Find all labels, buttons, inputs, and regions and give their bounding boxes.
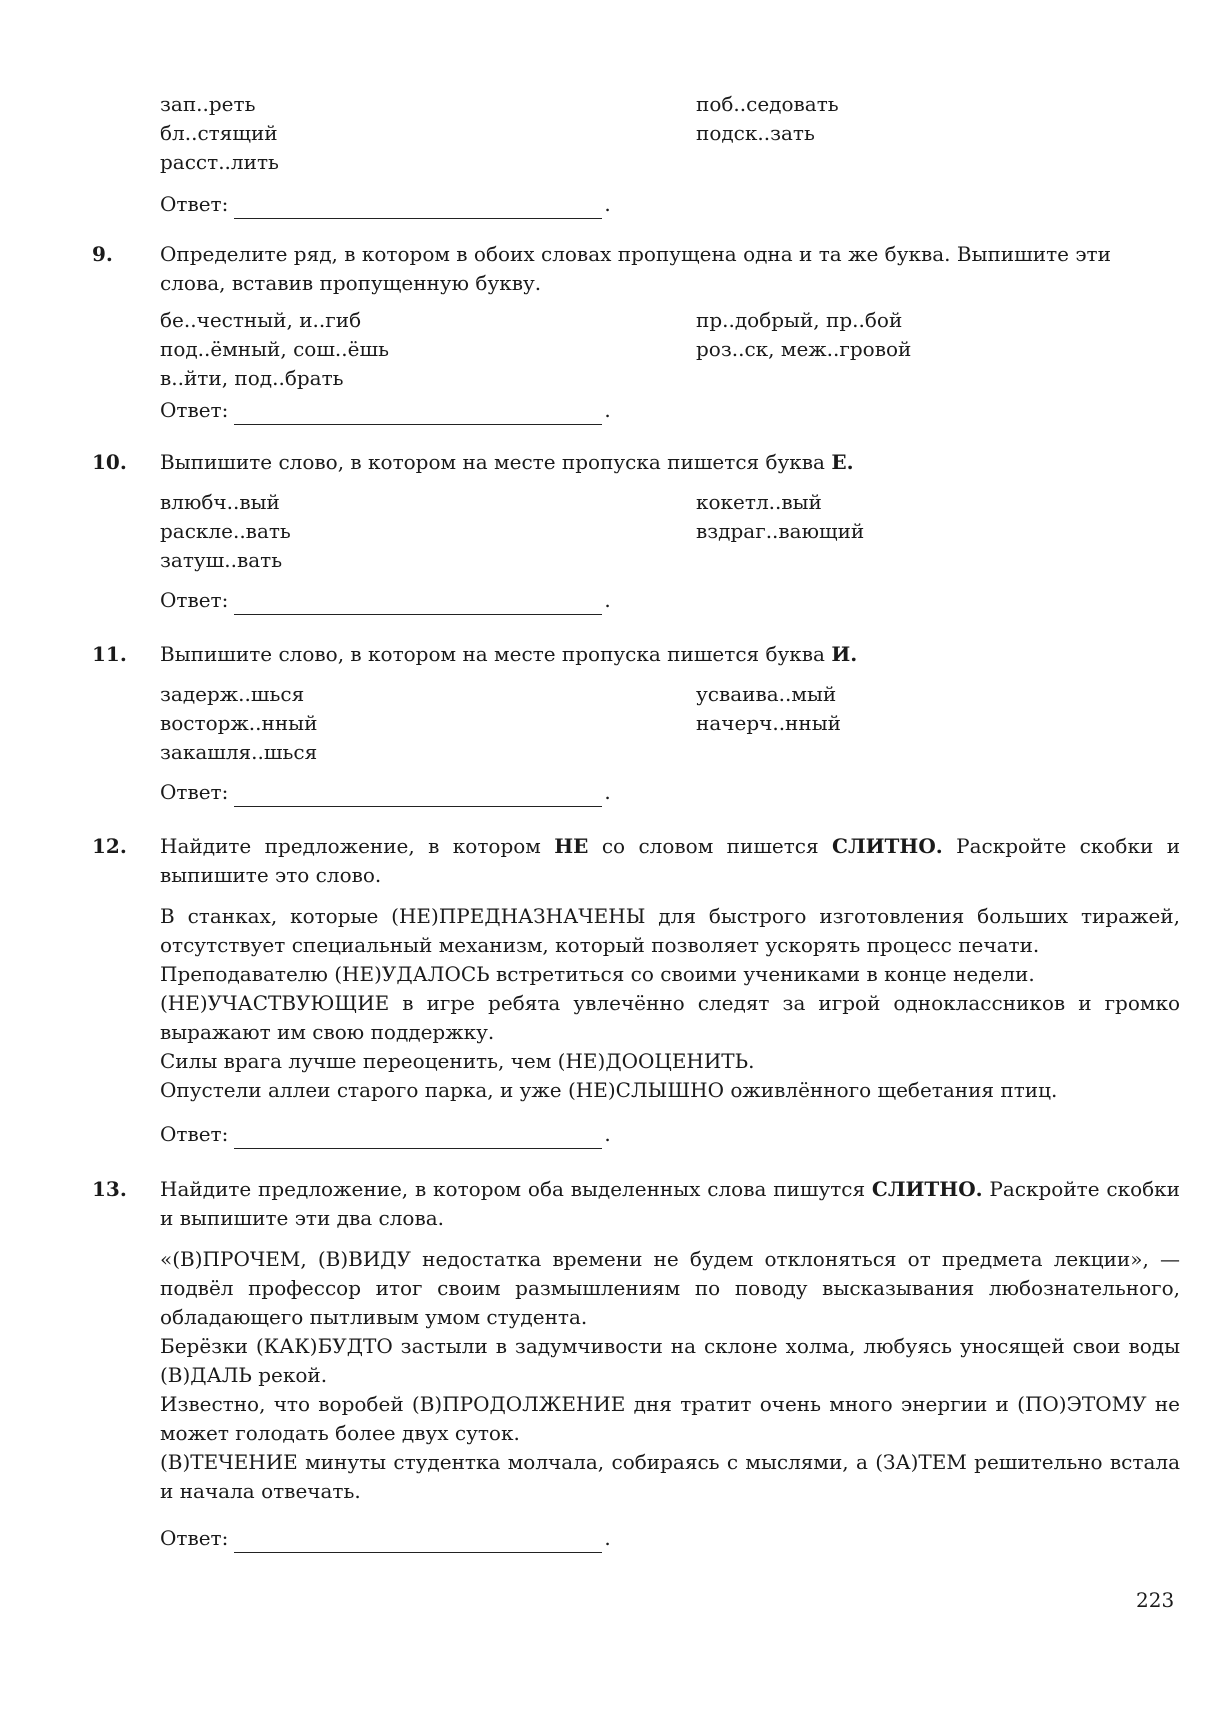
word-option: бл..стящий: [160, 121, 278, 145]
word-option: усваива..мый: [696, 682, 837, 706]
word-option: под..ёмный, сош..ёшь: [160, 337, 389, 361]
task-number: 11.: [92, 642, 127, 666]
answer-label: Ответ:: [160, 192, 229, 216]
word-option: расст..лить: [160, 150, 279, 174]
word-option: затуш..вать: [160, 548, 283, 572]
answer-label: Ответ:: [160, 780, 229, 804]
answer-label: Ответ:: [160, 1122, 229, 1146]
task-number: 12.: [92, 834, 127, 858]
word-option: в..йти, под..брать: [160, 366, 344, 390]
word-option: бе..честный, и..гиб: [160, 308, 362, 332]
target-letter: И.: [831, 642, 858, 666]
sentence: (НЕ)УЧАСТВУЮЩИЕ в игре ребята увлечённо следят за игрой одноклассников и громко выражают им свою поддержку.: [160, 991, 1180, 1044]
sentence-list: [160, 1245, 1180, 1506]
answer-field[interactable]: Ответ: .: [160, 586, 611, 615]
answer-field[interactable]: Ответ: .: [160, 190, 611, 219]
answer-field[interactable]: Ответ: .: [160, 778, 611, 807]
sentence: В станках, которые (НЕ)ПРЕДНАЗНАЧЕНЫ для быстрого изготовления больших тиражей, отсутствует специальный механизм, который позволяет ускорять процесс печати.: [160, 904, 1180, 957]
sentence-list: [160, 902, 1180, 1105]
word-option: начерч..нный: [696, 711, 841, 735]
word-option: кокетл..вый: [696, 490, 822, 514]
task-instruction: Выпишите слово, в котором на месте пропуска пишется буква Е.: [160, 450, 854, 474]
word-option: подск..зать: [696, 121, 815, 145]
word-option: влюбч..вый: [160, 490, 280, 514]
sentence: Известно, что воробей (В)ПРОДОЛЖЕНИЕ дня тратит очень много энергии и (ПО)ЭТОМУ не может голодать более двух суток.: [160, 1392, 1180, 1445]
answer-line[interactable]: [234, 784, 602, 807]
task-number: 10.: [92, 450, 127, 474]
word-option: вздраг..вающий: [696, 519, 865, 543]
word-options: [160, 90, 1180, 180]
answer-label: Ответ:: [160, 588, 229, 612]
word-option: поб..седовать: [696, 92, 839, 116]
task-instruction: Найдите предложение, в котором НЕ со словом пишется СЛИТНО. Раскройте скобки и выпишите это слово.: [160, 834, 1181, 887]
task-instruction: Определите ряд, в котором в обоих словах пропущена одна и та же буква. Выпишите эти слова, вставив пропущенную букву.: [160, 242, 1111, 295]
sentence: Преподавателю (НЕ)УДАЛОСЬ встретиться со своими учениками в конце недели.: [160, 962, 1035, 986]
answer-line[interactable]: [234, 1126, 602, 1149]
answer-line[interactable]: [234, 196, 602, 219]
word-option: пр..добрый, пр..бой: [696, 308, 903, 332]
word-option: зап..реть: [160, 92, 256, 116]
sentence: Опустели аллеи старого парка, и уже (НЕ)СЛЫШНО оживлённого щебетания птиц.: [160, 1078, 1058, 1102]
sentence: Берёзки (КАК)БУДТО застыли в задумчивости на склоне холма, любуясь уносящей свои воды (В)ДАЛЬ рекой.: [160, 1334, 1180, 1387]
task-instruction: Найдите предложение, в котором оба выделенных слова пишутся СЛИТНО. Раскройте скобки и выпишите эти два слова.: [160, 1177, 1180, 1230]
answer-line[interactable]: [234, 402, 602, 425]
word-option: раскле..вать: [160, 519, 291, 543]
answer-label: Ответ:: [160, 398, 229, 422]
word-option: роз..ск, меж..гровой: [696, 337, 912, 361]
word-options: [160, 680, 1180, 770]
task-instruction: Выпишите слово, в котором на месте пропуска пишется буква И.: [160, 642, 858, 666]
word-options: [160, 488, 1180, 578]
sentence: Силы врага лучше переоценить, чем (НЕ)ДООЦЕНИТЬ.: [160, 1049, 755, 1073]
word-options: [160, 306, 1180, 396]
answer-field[interactable]: Ответ: .: [160, 396, 611, 425]
task-number: 13.: [92, 1177, 127, 1201]
sentence: «(В)ПРОЧЕМ, (В)ВИДУ недостатка времени не будем отклоняться от предмета лекции», — подвёл профессор итог своим размышлениям по поводу высказывания любознательного, обладающего пытливым умом студента.: [160, 1247, 1180, 1329]
task-number: 9.: [92, 242, 113, 266]
sentence: (В)ТЕЧЕНИЕ минуты студентка молчала, собираясь с мыслями, а (ЗА)ТЕМ решительно встала и начала отвечать.: [160, 1450, 1180, 1503]
page-number: 223: [1136, 1588, 1175, 1612]
word-option: задерж..шься: [160, 682, 305, 706]
answer-field[interactable]: Ответ: .: [160, 1524, 611, 1553]
word-option: восторж..нный: [160, 711, 318, 735]
answer-line[interactable]: [234, 1530, 602, 1553]
answer-line[interactable]: [234, 592, 602, 615]
target-letter: Е.: [831, 450, 854, 474]
answer-field[interactable]: Ответ: .: [160, 1120, 611, 1149]
answer-label: Ответ:: [160, 1526, 229, 1550]
word-option: закашля..шься: [160, 740, 318, 764]
